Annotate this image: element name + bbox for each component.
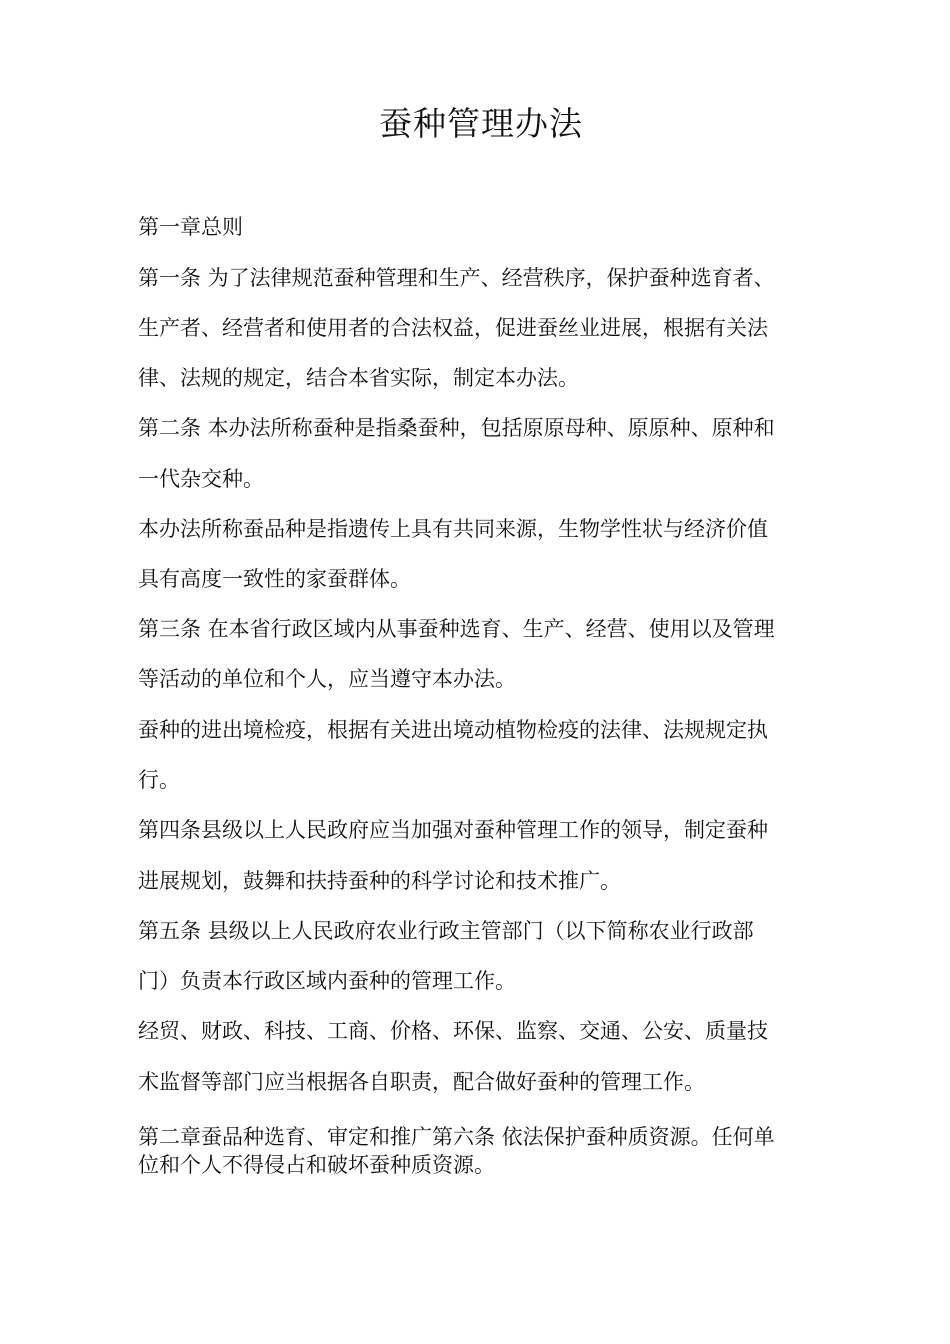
text-line: 一代杂交种。 (138, 467, 264, 491)
text-line: 本办法所称蚕品种是指遗传上具有共同来源，生物学性状与经济价值 (138, 517, 768, 541)
text-line: 术监督等部门应当根据各自职责，配合做好蚕种的管理工作。 (138, 1070, 705, 1094)
text-line: 具有高度一致性的家蚕群体。 (138, 567, 411, 591)
text-line: 第一条 为了法律规范蚕种管理和生产、经营秩序，保护蚕种选育者、 (138, 266, 775, 290)
document-title: 蚕种管理办法 (379, 104, 583, 143)
text-line: 第三条 在本省行政区域内从事蚕种选育、生产、经营、使用以及管理 (138, 617, 775, 641)
text-line: 第二条 本办法所称蚕种是指桑蚕种，包括原原母种、原原种、原种和 (138, 416, 775, 440)
text-line: 律、法规的规定，结合本省实际，制定本办法。 (138, 366, 579, 390)
text-line: 门）负责本行政区域内蚕种的管理工作。 (138, 969, 516, 993)
text-line: 蚕种的进出境检疫，根据有关进出境动植物检疫的法律、法规规定执 (138, 718, 768, 742)
chapter-heading: 第一章总则 (138, 215, 243, 239)
text-line: 第五条 县级以上人民政府农业行政主管部门（以下简称农业行政部 (138, 919, 754, 943)
text-line: 第二章蚕品种选育、审定和推广第六条 依法保护蚕种质资源。任何单 (138, 1125, 775, 1149)
text-line: 第四条县级以上人民政府应当加强对蚕种管理工作的领导，制定蚕种 (138, 818, 768, 842)
text-line: 行。 (138, 768, 180, 792)
text-line: 进展规划，鼓舞和扶持蚕种的科学讨论和技术推广。 (138, 869, 621, 893)
text-line: 位和个人不得侵占和破坏蚕种质资源。 (138, 1153, 495, 1177)
text-line: 生产者、经营者和使用者的合法权益，促进蚕丝业进展，根据有关法 (138, 316, 768, 340)
text-line: 等活动的单位和个人，应当遵守本办法。 (138, 667, 516, 691)
text-line: 经贸、财政、科技、工商、价格、环保、监察、交通、公安、质量技 (138, 1019, 768, 1043)
